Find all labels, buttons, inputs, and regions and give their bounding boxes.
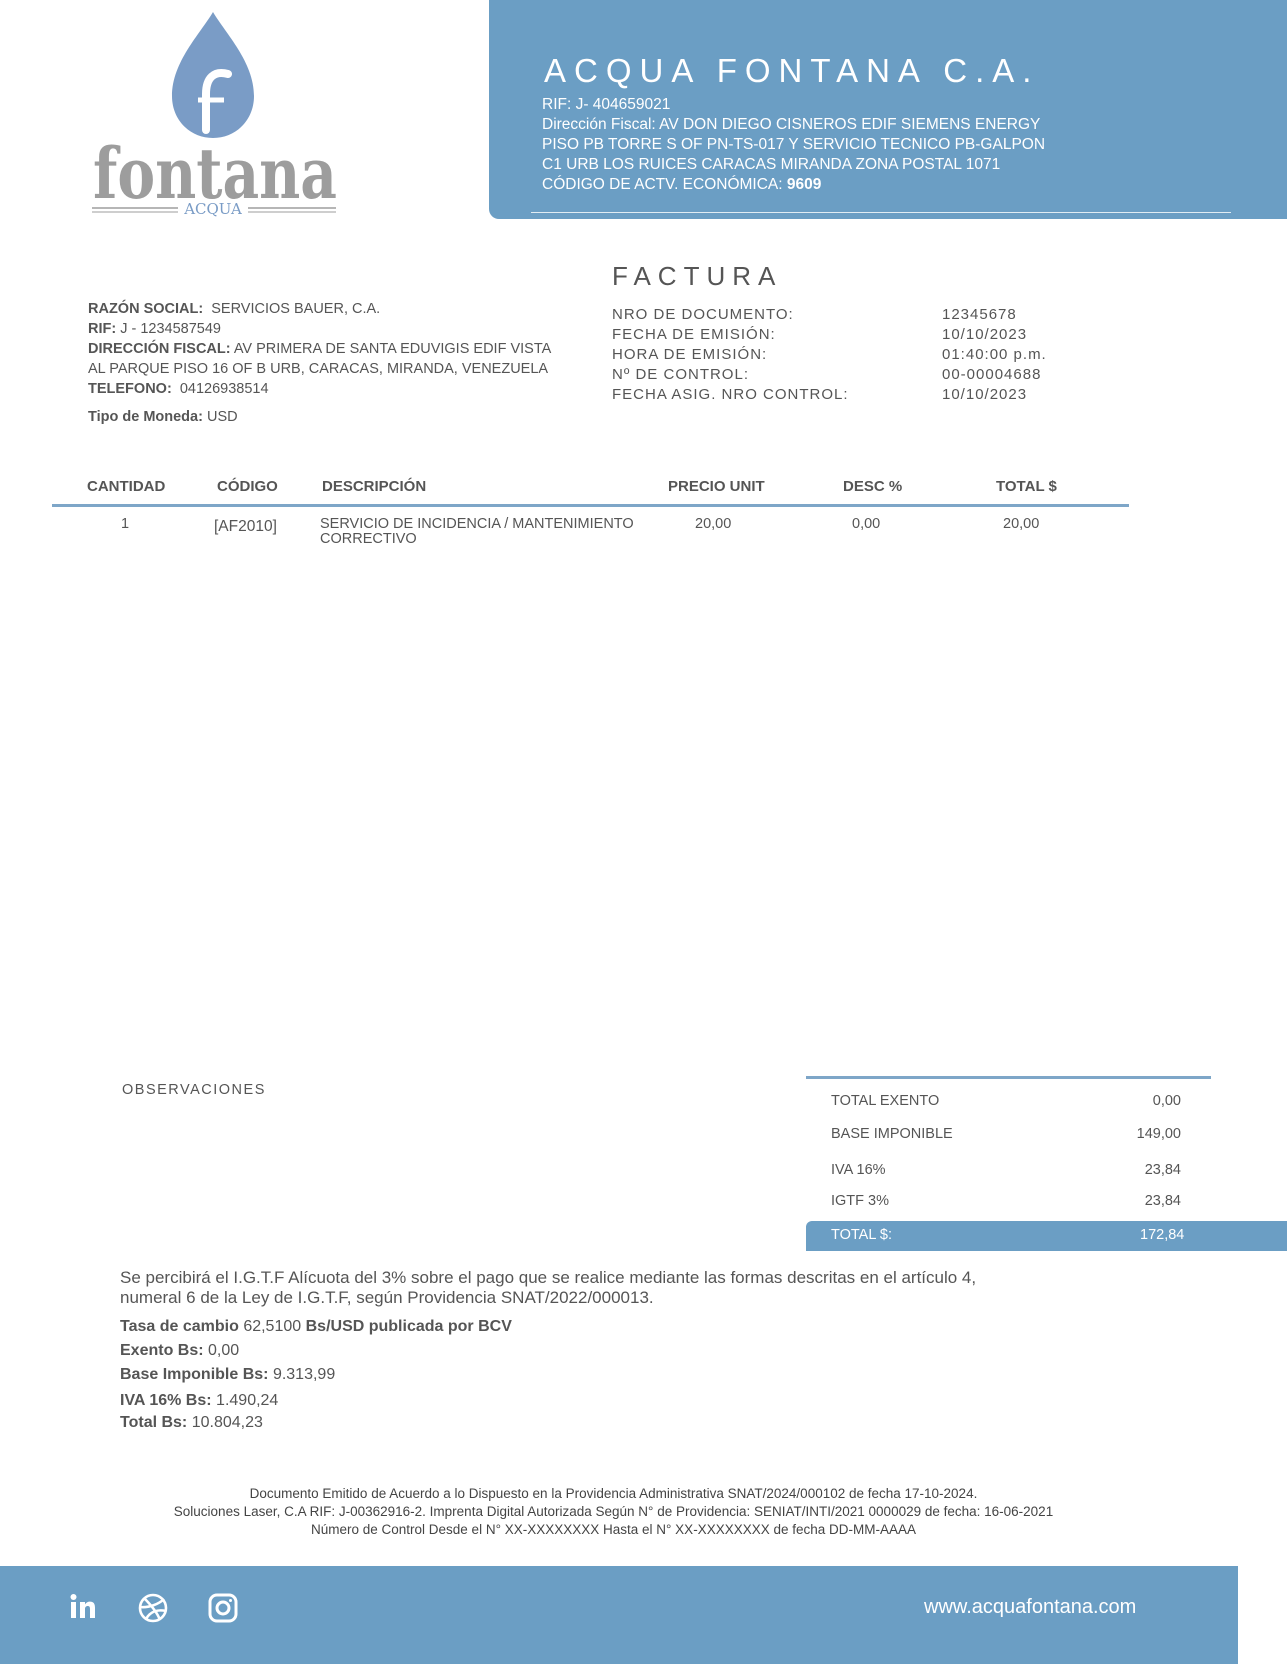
col-codigo: CÓDIGO [217, 478, 278, 495]
base-imponible-label: BASE IMPONIBLE [831, 1126, 953, 1142]
website-link[interactable]: www.acquafontana.com [924, 1596, 1137, 1618]
razon-label: RAZÓN SOCIAL: [88, 301, 204, 317]
footer [0, 1566, 1238, 1664]
igtf-row [831, 1193, 1181, 1209]
header-divider [531, 212, 1231, 213]
client-rif-label: RIF: [88, 321, 117, 337]
client-info [88, 299, 551, 427]
company-address-line-3: C1 URB LOS RUICES CARACAS MIRANDA ZONA POSTAL 1071 [542, 156, 1001, 173]
iva-row [831, 1162, 1181, 1178]
emission-date-label: FECHA DE EMISIÓN: [612, 326, 776, 343]
item-codigo: [AF2010] [214, 518, 277, 535]
igtf-value: 23,84 [1144, 1193, 1181, 1209]
logo-sub: ACQUA [184, 200, 242, 218]
company-activity [542, 175, 1045, 195]
legal-line-1: Documento Emitido de Acuerdo a lo Dispuesto en la Providencia Administrativa SNAT/2024/000102 de fecha 17-10-2024. [249, 1486, 978, 1501]
control-number-value: 00-00004688 [942, 366, 1042, 383]
item-total: 20,00 [1003, 516, 1040, 532]
total-exento-row [831, 1093, 1181, 1109]
telefono-label: TELEFONO: [88, 381, 172, 397]
control-date-label: FECHA ASIG. NRO CONTROL: [612, 386, 849, 403]
company-address-line-2: PISO PB TORRE S OF PN-TS-017 Y SERVICIO TECNICO PB-GALPON [542, 136, 1046, 153]
emission-time-label: HORA DE EMISIÓN: [612, 346, 768, 363]
total-exento-value: 0,00 [1152, 1093, 1181, 1109]
item-desc: 0,00 [852, 516, 881, 532]
item-cantidad: 1 [121, 516, 130, 532]
moneda-value: USD [206, 409, 238, 425]
legal-line-2: Soluciones Laser, C.A RIF: J-00362916-2. Imprenta Digital Autorizada Según N° de Providencia: SENIAT/INTI/2021 0000029 de fecha: 16-06-2021 [173, 1504, 1054, 1519]
items-table-header [52, 476, 1129, 507]
dribbble-icon[interactable] [135, 1590, 171, 1626]
total-bs-value: 10.804,23 [191, 1414, 263, 1431]
iva-bs-value: 1.490,24 [216, 1392, 279, 1409]
doc-number-label: NRO DE DOCUMENTO: [612, 306, 794, 323]
iva-label: IVA 16% [831, 1162, 886, 1178]
control-date-value: 10/10/2023 [942, 386, 1028, 403]
control-number-label: Nº DE CONTROL: [612, 366, 749, 383]
total-row [806, 1221, 1287, 1251]
igtf-note [120, 1268, 1080, 1308]
doc-number-value: 12345678 [942, 306, 1017, 323]
logo-wordmark: fontana [93, 132, 337, 215]
telefono-value: 04126938514 [179, 381, 269, 397]
emission-time-value: 01:40:00 p.m. [942, 346, 1047, 363]
total-value: 172,84 [1140, 1227, 1185, 1243]
razon-value: SERVICIOS BAUER, C.A. [211, 301, 381, 317]
base-bs-label: Base Imponible Bs: [120, 1366, 269, 1383]
exento-bs-value: 0,00 [208, 1342, 240, 1359]
company-name: ACQUA FONTANA C.A. [544, 52, 1040, 89]
moneda-label: Tipo de Moneda: [88, 409, 203, 425]
legal-notice [0, 1485, 1227, 1539]
igtf-note-line-2: numeral 6 de la Ley de I.G.T.F, según Providencia SNAT/2022/000013. [120, 1288, 654, 1307]
direccion-value-1: AV PRIMERA DE SANTA EDUVIGIS EDIF VISTA [233, 341, 552, 357]
direccion-value-2: AL PARQUE PISO 16 OF B URB, CARACAS, MIRANDA, VENEZUELA [88, 361, 549, 377]
activity-code: 9609 [786, 176, 822, 193]
col-cantidad: CANTIDAD [87, 478, 166, 495]
col-precio-unit: PRECIO UNIT [668, 478, 765, 495]
item-descripcion-2: CORRECTIVO [320, 531, 417, 547]
direccion-label: DIRECCIÓN FISCAL: [88, 341, 231, 357]
base-bs-value: 9.313,99 [272, 1366, 336, 1383]
company-address-line-1: Dirección Fiscal: AV DON DIEGO CISNEROS EDIF SIEMENS ENERGY [542, 116, 1041, 133]
company-logo [88, 8, 342, 220]
igtf-label: IGTF 3% [831, 1193, 890, 1209]
observaciones-label: OBSERVACIONES [122, 1082, 266, 1098]
company-header [489, 0, 1287, 219]
base-imponible-value: 149,00 [1136, 1126, 1181, 1142]
total-label: TOTAL $: [831, 1227, 892, 1243]
tasa-value: 62,5100 [243, 1318, 302, 1335]
emission-date-value: 10/10/2023 [942, 326, 1028, 343]
company-rif: RIF: J- 404659021 [542, 96, 671, 113]
totals-divider [806, 1076, 1211, 1079]
instagram-icon[interactable] [205, 1590, 241, 1626]
invoice-title: FACTURA [612, 261, 783, 291]
linkedin-icon[interactable] [65, 1590, 101, 1626]
activity-label: CÓDIGO DE ACTV. ECONÓMICA: [542, 176, 783, 193]
col-total: TOTAL $ [996, 478, 1057, 495]
client-rif-value: J - 1234587549 [120, 321, 221, 337]
legal-line-3: Número de Control Desde el N° XX-XXXXXXXX Hasta el N° XX-XXXXXXXX de fecha DD-MM-AAAA [310, 1522, 917, 1537]
item-descripcion-1: SERVICIO DE INCIDENCIA / MANTENIMIENTO [320, 516, 634, 532]
base-imponible-row [831, 1126, 1181, 1142]
total-exento-label: TOTAL EXENTO [831, 1093, 940, 1109]
col-descripcion: DESCRIPCIÓN [322, 478, 427, 495]
col-desc: DESC % [843, 478, 903, 495]
exento-bs-label: Exento Bs: [120, 1342, 204, 1359]
iva-bs-label: IVA 16% Bs: [120, 1392, 212, 1409]
tasa-label: Tasa de cambio [120, 1318, 239, 1335]
total-bs-label: Total Bs: [120, 1414, 188, 1431]
company-info [542, 95, 1045, 195]
igtf-note-line-1: Se percibirá el I.G.T.F Alícuota del 3% sobre el pago que se realice mediante las formas descritas en el artículo 4, [120, 1268, 977, 1287]
iva-value: 23,84 [1144, 1162, 1181, 1178]
item-precio: 20,00 [695, 516, 732, 532]
tasa-suffix: Bs/USD publicada por BCV [305, 1318, 512, 1335]
invoice-fields [612, 306, 1072, 406]
table-row [52, 516, 1129, 556]
